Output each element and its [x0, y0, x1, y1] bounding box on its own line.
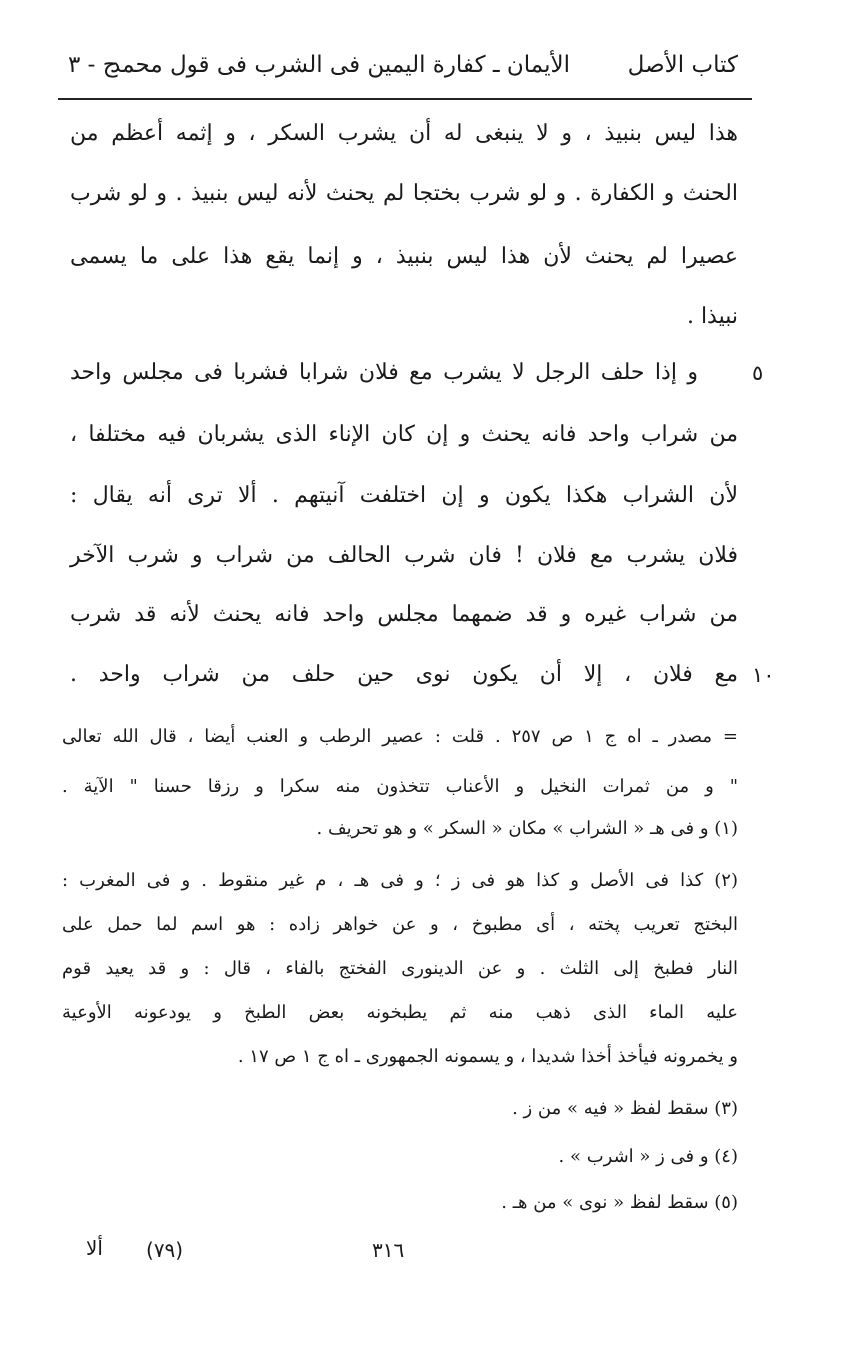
footnote-line: = مصدر ـ اه ج ١ ص ٢٥٧ . قلت : عصير الرطب و العنب أيضا ، قال الله تعالى: [62, 726, 738, 747]
running-header: [62, 48, 738, 88]
text-line: فلان يشرب مع فلان ! فان شرب الحالف من شراب و شرب الآخر: [70, 543, 738, 568]
text-line: من شراب واحد فانه يحنث و إن كان الإناء الذى يشربان فيه مختلفا ،: [70, 422, 738, 447]
catchword: ألا: [86, 1236, 103, 1260]
footnote-line: (٥) سقط لفظ « نوى » من هـ .: [501, 1192, 738, 1213]
text-line: من شراب غيره و قد ضمهما مجلس واحد فانه يحنث لأنه قد شرب: [70, 602, 738, 627]
footnote-line: (٣) سقط لفظ « فيه » من ز .: [512, 1098, 738, 1119]
line-number-5: ٥: [752, 361, 764, 385]
header-book-title: كتاب الأصل: [627, 52, 738, 78]
text-line: نبيذا .: [686, 304, 738, 329]
text-line: مع فلان ، إلا أن يكون نوى حين حلف من شراب واحد .: [70, 662, 738, 687]
page-footer: [60, 1232, 760, 1268]
footnote-line: (٤) و فى ز « اشرب » .: [558, 1146, 738, 1167]
footnote-line: " و من ثمرات النخيل و الأعناب تتخذون منه سكرا و رزقا حسنا " الآية .: [62, 776, 738, 797]
footnote-line: (١) و فى هـ « الشراب » مكان « السكر » و هو تحريف .: [316, 818, 738, 839]
sheet-number: (٧٩): [146, 1238, 184, 1262]
footnote-line: البختج تعريب پخته ، أى مطبوخ ، و عن خواهر زاده : هو اسم لما حمل على: [62, 914, 738, 935]
text-line: هذا ليس بنبيذ ، و لا ينبغى له أن يشرب السكر ، و إثمه أعظم من: [70, 121, 738, 146]
line-number-10: ١٠: [752, 663, 775, 687]
text-line: الحنث و الكفارة . و لو شرب بختجا لم يحنث لأنه ليس بنبيذ . و لو شرب: [70, 181, 738, 206]
header-rule: [58, 98, 752, 100]
text-line: لأن الشراب هكذا يكون و إن اختلفت آنيتهم . ألا ترى أنه يقال :: [70, 483, 738, 508]
footnote-line: النار فطبخ إلى الثلث . و عن الدينورى الفختج بالفاء ، قال : و قد يعيد قوم: [62, 958, 738, 979]
page-number: ٣١٦: [372, 1238, 405, 1262]
text-line: و إذا حلف الرجل لا يشرب مع فلان شرابا فشربا فى مجلس واحد: [70, 360, 698, 385]
header-volume: ج - ٣: [68, 52, 118, 78]
text-line: عصيرا لم يحنث لأن هذا ليس بنبيذ ، و إنما يقع هذا على ما يسمى: [70, 244, 738, 269]
footnote-line: و يخمرونه فيأخذ أخذا شديدا ، و يسمونه الجمهورى ـ اه ج ١ ص ١٧ .: [237, 1046, 738, 1067]
footnote-line: (٢) كذا فى الأصل و كذا هو فى ز ؛ و فى هـ ، م غير منقوط . و فى المغرب :: [62, 870, 738, 891]
header-chapter-title: الأيمان ـ كفارة اليمين فى الشرب فى قول محمد: [110, 52, 570, 78]
footnote-line: عليه الماء الذى ذهب منه ثم يطبخونه بعض الطبخ و يودعونه الأوعية: [62, 1002, 738, 1023]
